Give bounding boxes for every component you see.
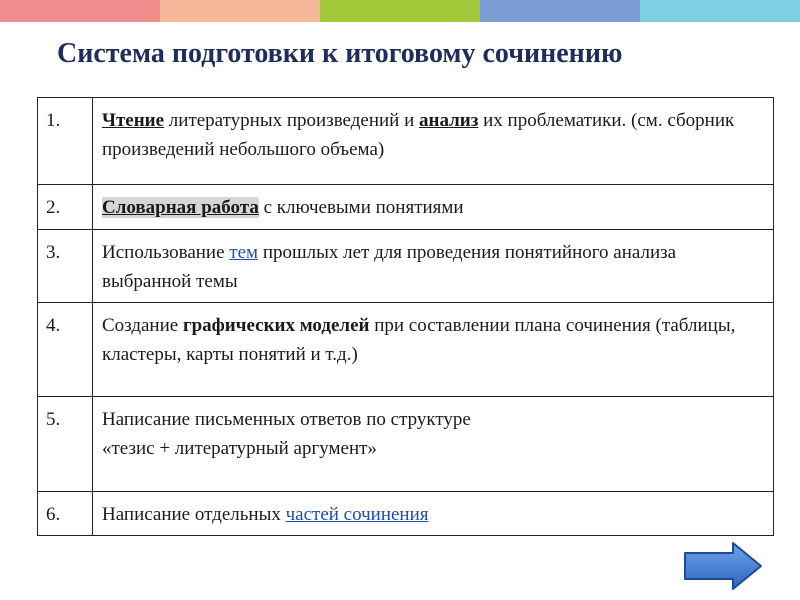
row-text xyxy=(93,397,774,492)
text-span: при составлении плана сочинения (таблицы, кластеры, карты понятий и т.д.) xyxy=(102,315,736,365)
text-span: Использование xyxy=(102,242,230,263)
table-row xyxy=(38,98,774,185)
row-text xyxy=(93,98,774,185)
table-row xyxy=(38,230,774,303)
row-text xyxy=(93,303,774,397)
topics-link[interactable]: тем xyxy=(229,242,259,263)
bold-term: Словарная работа xyxy=(102,197,259,218)
text-span: литературных произведений и xyxy=(164,110,420,131)
table-row xyxy=(38,492,774,536)
table-row xyxy=(38,397,774,492)
text-line: Написание письменных ответов по структуре xyxy=(102,409,471,430)
strip-segment xyxy=(480,0,640,22)
slide-title: Система подготовки к итоговому сочинению xyxy=(57,38,623,69)
row-number: 3. xyxy=(38,230,93,303)
row-number: 2. xyxy=(38,185,93,230)
row-text xyxy=(93,185,774,230)
row-number: 4. xyxy=(38,303,93,397)
strip-segment xyxy=(160,0,320,22)
essay-parts-link[interactable]: частей сочинения xyxy=(285,504,429,525)
right-arrow-icon xyxy=(683,541,763,591)
next-slide-button[interactable] xyxy=(683,541,763,591)
row-number: 5. xyxy=(38,397,93,492)
table-row xyxy=(38,303,774,397)
row-number: 1. xyxy=(38,98,93,185)
plan-table xyxy=(37,97,774,536)
color-strip xyxy=(0,0,800,22)
strip-segment xyxy=(640,0,800,22)
text-span: их проблематики. (см. сборник произведений небольшого объема) xyxy=(102,110,735,160)
text-span: Написание отдельных xyxy=(102,504,286,525)
text-span: Создание xyxy=(102,315,183,336)
row-text xyxy=(93,230,774,303)
table-row xyxy=(38,185,774,230)
row-number: 6. xyxy=(38,492,93,536)
text-line: «тезис + литературный аргумент» xyxy=(102,438,377,459)
bold-term: Чтение xyxy=(102,110,165,131)
bold-term: анализ xyxy=(419,110,479,131)
bold-term: графических моделей xyxy=(182,315,370,336)
text-span: с ключевыми понятиями xyxy=(258,197,464,218)
strip-segment xyxy=(320,0,480,22)
text-span: прошлых лет для проведения понятийного анализа выбранной темы xyxy=(102,242,677,292)
row-text xyxy=(93,492,774,536)
strip-segment xyxy=(0,0,160,22)
